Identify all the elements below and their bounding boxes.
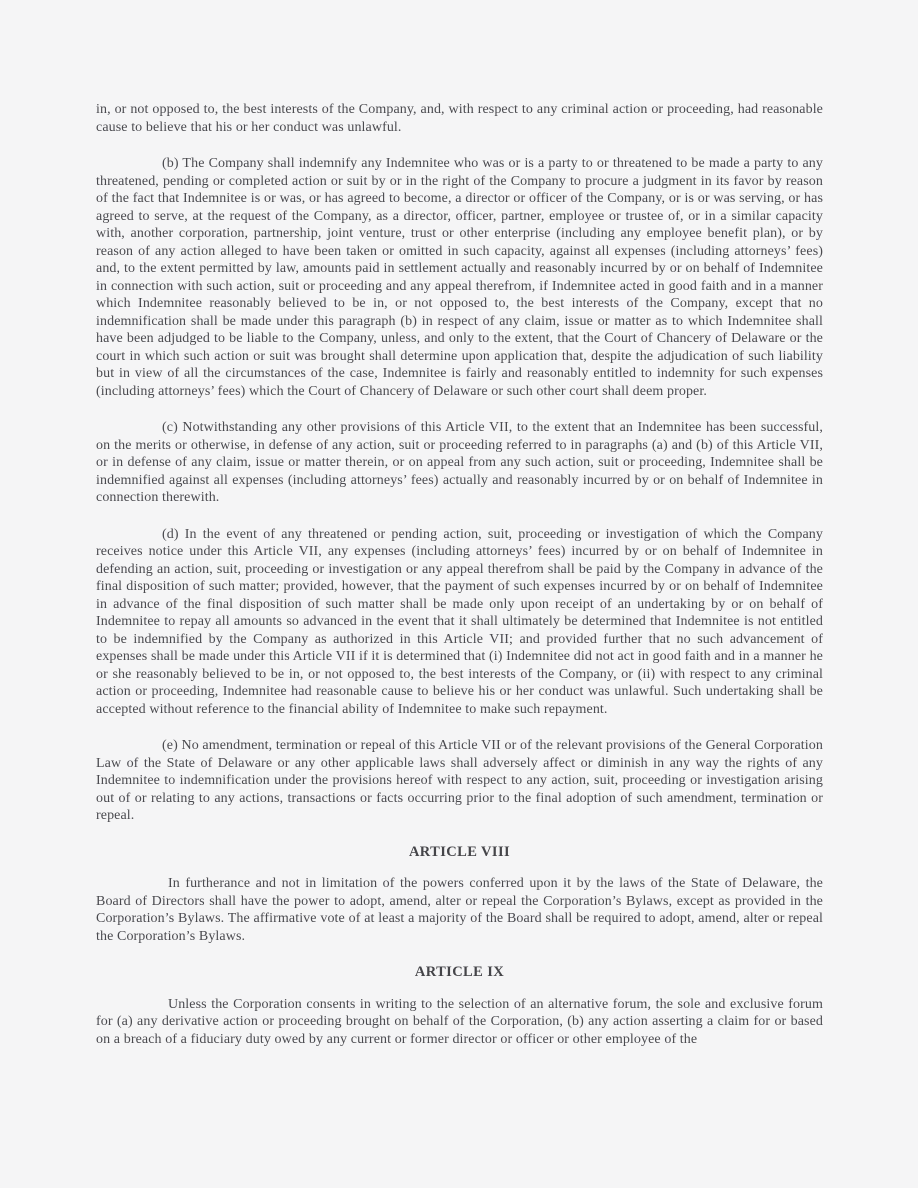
- article-ix-paragraph: Unless the Corporation consents in writing to the selection of an alternative forum, the sole and exclusive forum for (a) any derivative action or proceeding brought on behalf of the Corporation, (b) any action asserting a claim for or based on a breach of a fiduciary duty owed by any current or former director or officer or other employee of the: [96, 996, 823, 1047]
- article-viii-heading: ARTICLE VIII: [408, 843, 511, 860]
- article-viii-paragraph: In furtherance and not in limitation of the powers conferred upon it by the laws of the State of Delaware, the Board of Directors shall have the power to adopt, amend, alter or repeal the Corporation’s Bylaws, except as provided in the Corporation’s Bylaws. The affirmative vote of at least a majority of the Board shall be required to adopt, amend, alter or repeal the Corporation’s Bylaws.: [96, 876, 823, 944]
- paragraph-continuation: in, or not opposed to, the best interests of the Company, and, with respect to any criminal action or proceeding, had reasonable cause to believe that his or her conduct was unlawful.: [96, 102, 823, 135]
- paragraph-e: (e) No amendment, termination or repeal of this Article VII or of the relevant provisions of the General Corporation Law of the State of Delaware or any other applicable laws shall adversely affect or diminish in any way the rights of any Indemnitee to indemnification under the provisions hereof with respect to any action, suit, proceeding or investigation arising out of or relating to any actions, transactions or facts occurring prior to the final adoption of such amendment, termination or repeal.: [96, 738, 823, 823]
- paragraph-d: (d) In the event of any threatened or pending action, suit, proceeding or investigation of which the Company receives notice under this Article VII, any expenses (including attorneys’ fees) incurred by or on behalf of Indemnitee in defending an action, suit, proceeding or investigation or any appeal therefrom shall be paid by the Company in advance of the final disposition of such matter; provided, however, that the payment of such expenses incurred by or on behalf of Indemnitee in advance of the final disposition of such matter shall be made only upon receipt of an undertaking by or on behalf of Indemnitee to repay all amounts so advanced in the event that it shall ultimately be determined that Indemnitee is not entitled to be indemnified by the Company as authorized in this Article VII; and provided further that no such advancement of expenses shall be made under this Article VII if it is determined that (i) Indemnitee did not act in good faith and in a manner he or she reasonably believed to be in, or not opposed to, the best interests of the Company, or (ii) with respect to any criminal action or proceeding, Indemnitee had reasonable cause to believe his or her conduct was unlawful. Such undertaking shall be accepted without reference to the financial ability of Indemnitee to make such repayment.: [96, 526, 823, 717]
- paragraph-b: (b) The Company shall indemnify any Indemnitee who was or is a party to or threatened to be made a party to any threatened, pending or completed action or suit by or in the right of the Company to procure a judgment in its favor by reason of the fact that Indemnitee is or was, or has agreed to become, a director or officer of the Company, or is or was serving, or has agreed to serve, at the request of the Company, as a director, officer, partner, employee or trustee of, or in a similar capacity with, another corporation, partnership, joint venture, trust or other enterprise (including any employee benefit plan), or by reason of any action alleged to have been taken or omitted in such capacity, against all expenses (including attorneys’ fees) and, to the extent permitted by law, amounts paid in settlement actually and reasonably incurred by or on behalf of Indemnitee in connection with such action, suit or proceeding and any appeal therefrom, if Indemnitee acted in good faith and in a manner which Indemnitee reasonably believed to be in, or not opposed to, the best interests of the Company, except that no indemnification shall be made under this paragraph (b) in respect of any claim, issue or matter as to which Indemnitee shall have been adjudged to be liable to the Company, unless, and only to the extent, that the Court of Chancery of Delaware or the court in which such action or suit was brought shall determine upon application that, despite the adjudication of such liability but in view of all the circumstances of the case, Indemnitee is fairly and reasonably entitled to indemnity for such expenses (including attorneys’ fees) which the Court of Chancery of Delaware or such other court shall deem proper.: [96, 156, 823, 399]
- paragraph-c: (c) Notwithstanding any other provisions of this Article VII, to the extent that an Indemnitee has been successful, on the merits or otherwise, in defense of any action, suit or proceeding referred to in paragraphs (a) and (b) of this Article VII, or in defense of any claim, issue or matter therein, or on appeal from any such action, suit or proceeding, Indemnitee shall be indemnified against all expenses (including attorneys’ fees) actually and reasonably incurred by or on behalf of Indemnitee in connection therewith.: [96, 420, 823, 505]
- article-ix-heading: ARTICLE IX: [414, 964, 505, 980]
